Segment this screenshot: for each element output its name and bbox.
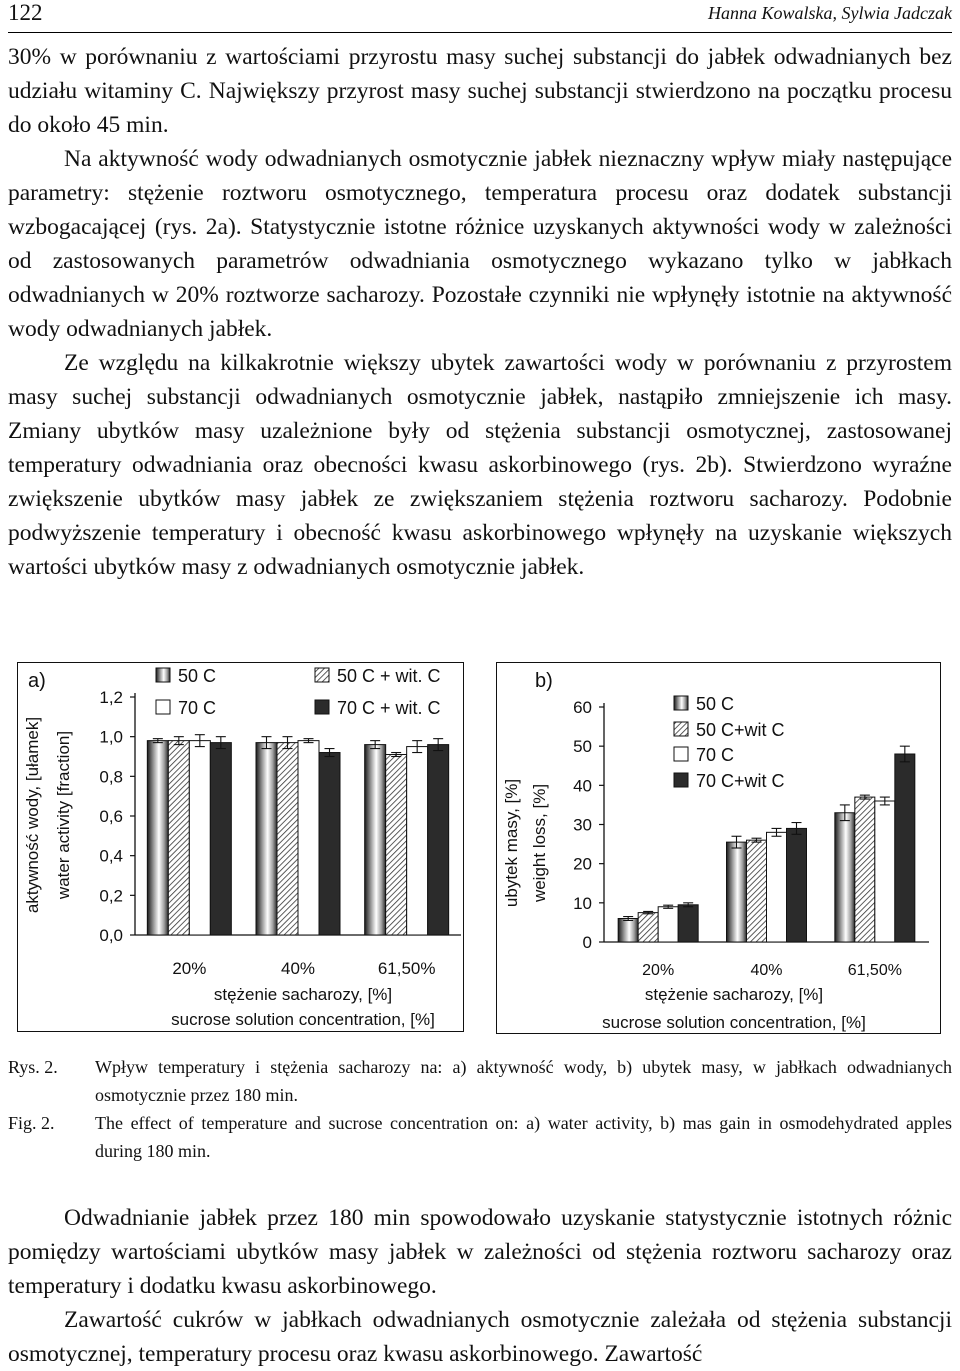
legend-swatch (156, 668, 170, 682)
y-tick-label: 1,0 (99, 727, 123, 747)
x-tick-label: 61,50% (847, 962, 902, 979)
bar (147, 741, 168, 935)
bar (855, 797, 875, 942)
x-tick-label: 40% (280, 959, 316, 978)
paragraph: Zawartość cukrów w jabłkach odwadnianych osmotycznie zależała od stężenia substancji osmotycznej, temperatury procesu oraz kwasu askorbinowego. Zawartość (8, 1307, 952, 1367)
bar (256, 743, 277, 935)
paragraph: 30% w porównaniu z wartościami przyrostu masy suchej substancji do jabłek odwadnianych bez udziału witaminy C. Największy przyrost masy suchej substancji stwierdzono na początku procesu do około 45 min. (8, 44, 952, 138)
caption-label: Rys. 2. (8, 1057, 58, 1077)
bar (168, 741, 189, 935)
bar (407, 747, 428, 935)
y-axis-title: water activity [fraction] (54, 730, 73, 900)
y-tick-label: 0,4 (99, 846, 123, 866)
body-text-top (8, 40, 952, 584)
paragraph: Na aktywność wody odwadnianych osmotycznie jabłek nieznaczny wpływ miały następujące parametry: stężenie roztworu osmotycznego, temperatura procesu oraz dodatek substancji wzbogacającej (rys. 2a). Statystycznie istotne różnice uzyskanych aktywności wody w zależności od zastosowanych parametrów odwadniania osmotycznego wykazano tylko w jabłkach odwadnianych w 20% roztworze sacharozy. Pozostałe czynniki nie wpłynęły istotnie na aktywność wody odwadnianych jabłek. (8, 146, 952, 342)
y-tick-label: 0 (582, 933, 592, 952)
legend-label: 50 C (178, 666, 217, 686)
legend-swatch (674, 747, 688, 761)
legend-swatch (156, 700, 170, 714)
panel-label: a) (28, 670, 46, 692)
caption-polish (8, 1053, 952, 1109)
bar (678, 905, 698, 942)
x-tick-label: 20% (642, 962, 675, 979)
bar (875, 801, 895, 942)
y-tick-label: 40 (573, 776, 592, 796)
header-authors: Hanna Kowalska, Sylwia Jadczak (708, 3, 952, 23)
caption-text: The effect of temperature and sucrose concentration on: a) water activity, b) mas gain in osmodehydrated apples during 180 min. (95, 1113, 952, 1161)
legend-swatch (315, 668, 329, 682)
panel-label: b) (535, 670, 553, 692)
figure-caption (8, 1053, 952, 1165)
x-axis-title: sucrose solution concentration, [%] (171, 1010, 435, 1029)
legend-label: 70 C (178, 698, 217, 718)
legend-label: 50 C + wit. C (337, 666, 441, 686)
x-tick-label: 40% (750, 962, 783, 979)
y-tick-label: 30 (573, 815, 592, 835)
caption-text: Wpływ temperatury i stężenia sacharozy na: a) aktywność wody, b) ubytek masy, w jabłkach odwadnianych osmotycznie przez 180 min. (95, 1057, 952, 1105)
paragraph: Odwadnianie jabłek przez 180 min spowodowało uzyskanie statystycznie istotnych różnic pomiędzy wartościami ubytków masy jabłek w zależności od stężenia roztworu sacharozy oraz temperatury i dodatku kwasu askorbinowego. (8, 1205, 952, 1299)
bar (895, 754, 915, 942)
y-tick-label: 20 (573, 854, 592, 874)
bar (365, 745, 386, 935)
chart-a (18, 663, 465, 1033)
legend-label: 70 C (696, 745, 735, 765)
bar (658, 907, 678, 942)
bar (210, 743, 231, 935)
x-tick-label: 20% (172, 959, 207, 978)
caption-label: Fig. 2. (8, 1113, 55, 1133)
bar (638, 913, 658, 942)
running-header (8, 0, 952, 33)
bar (298, 741, 319, 935)
figure-panel-b (496, 662, 941, 1034)
bar (835, 813, 855, 942)
legend-label: 70 C+wit C (696, 771, 785, 791)
caption-english (8, 1109, 952, 1165)
page-number: 122 (8, 0, 43, 25)
y-tick-label: 0,8 (99, 767, 123, 787)
legend-label: 50 C+wit C (696, 720, 785, 740)
bar (727, 842, 747, 942)
y-tick-label: 1,2 (99, 688, 123, 707)
bar (618, 919, 638, 943)
bar (386, 755, 407, 935)
legend-label: 70 C + wit. C (337, 698, 441, 718)
body-text-bottom (8, 1201, 952, 1371)
legend-swatch (674, 696, 688, 710)
bar (277, 743, 298, 935)
x-axis-title: stężenie sacharozy, [%] (644, 985, 824, 1004)
y-axis-title: ubytek masy, [%] (502, 778, 521, 908)
bar (428, 745, 449, 935)
bar (747, 840, 767, 942)
figure-panel-a (17, 662, 464, 1032)
y-axis-title: aktywność wody, [ułamek] (23, 716, 42, 914)
x-axis-title: sucrose solution concentration, [%] (602, 1013, 866, 1032)
chart-b (497, 663, 942, 1035)
bar (319, 753, 340, 935)
bar (787, 828, 807, 942)
y-tick-label: 10 (573, 893, 592, 913)
y-tick-label: 0,0 (99, 926, 123, 945)
legend-swatch (674, 773, 688, 787)
legend-swatch (315, 700, 329, 714)
y-tick-label: 0,2 (99, 886, 123, 906)
y-tick-label: 0,6 (99, 807, 123, 826)
y-tick-label: 50 (573, 737, 592, 757)
x-axis-title: stężenie sacharozy, [%] (213, 985, 393, 1004)
paragraph: Ze względu na kilkakrotnie większy ubytek zawartości wody w porównaniu z przyrostem masy suchej substancji odwadnianych osmotycznie jabłek, nastąpiło zmniejszenie ich masy. Zmiany ubytków masy uzależnione były od stężenia substancji osmotycznej, zastosowanej temperatury odwadniania oraz obecności kwasu askorbinowego (rys. 2b). Stwierdzono wyraźne zwiększenie ubytków masy jabłek ze zwiększaniem stężenia roztworu sacharozy. Podobnie podwyższenie temperatury i obecność kwasu askorbinowego wpłynęły na uzyskanie większych wartości ubytków masy z odwadnianych osmotycznie jabłek. (8, 350, 952, 580)
y-tick-label: 60 (573, 698, 592, 717)
legend-label: 50 C (696, 694, 735, 714)
x-tick-label: 61,50% (377, 959, 436, 978)
y-axis-title: weight loss, [%] (530, 783, 549, 903)
legend-swatch (674, 722, 688, 736)
bar (767, 832, 787, 942)
bar (189, 741, 210, 935)
